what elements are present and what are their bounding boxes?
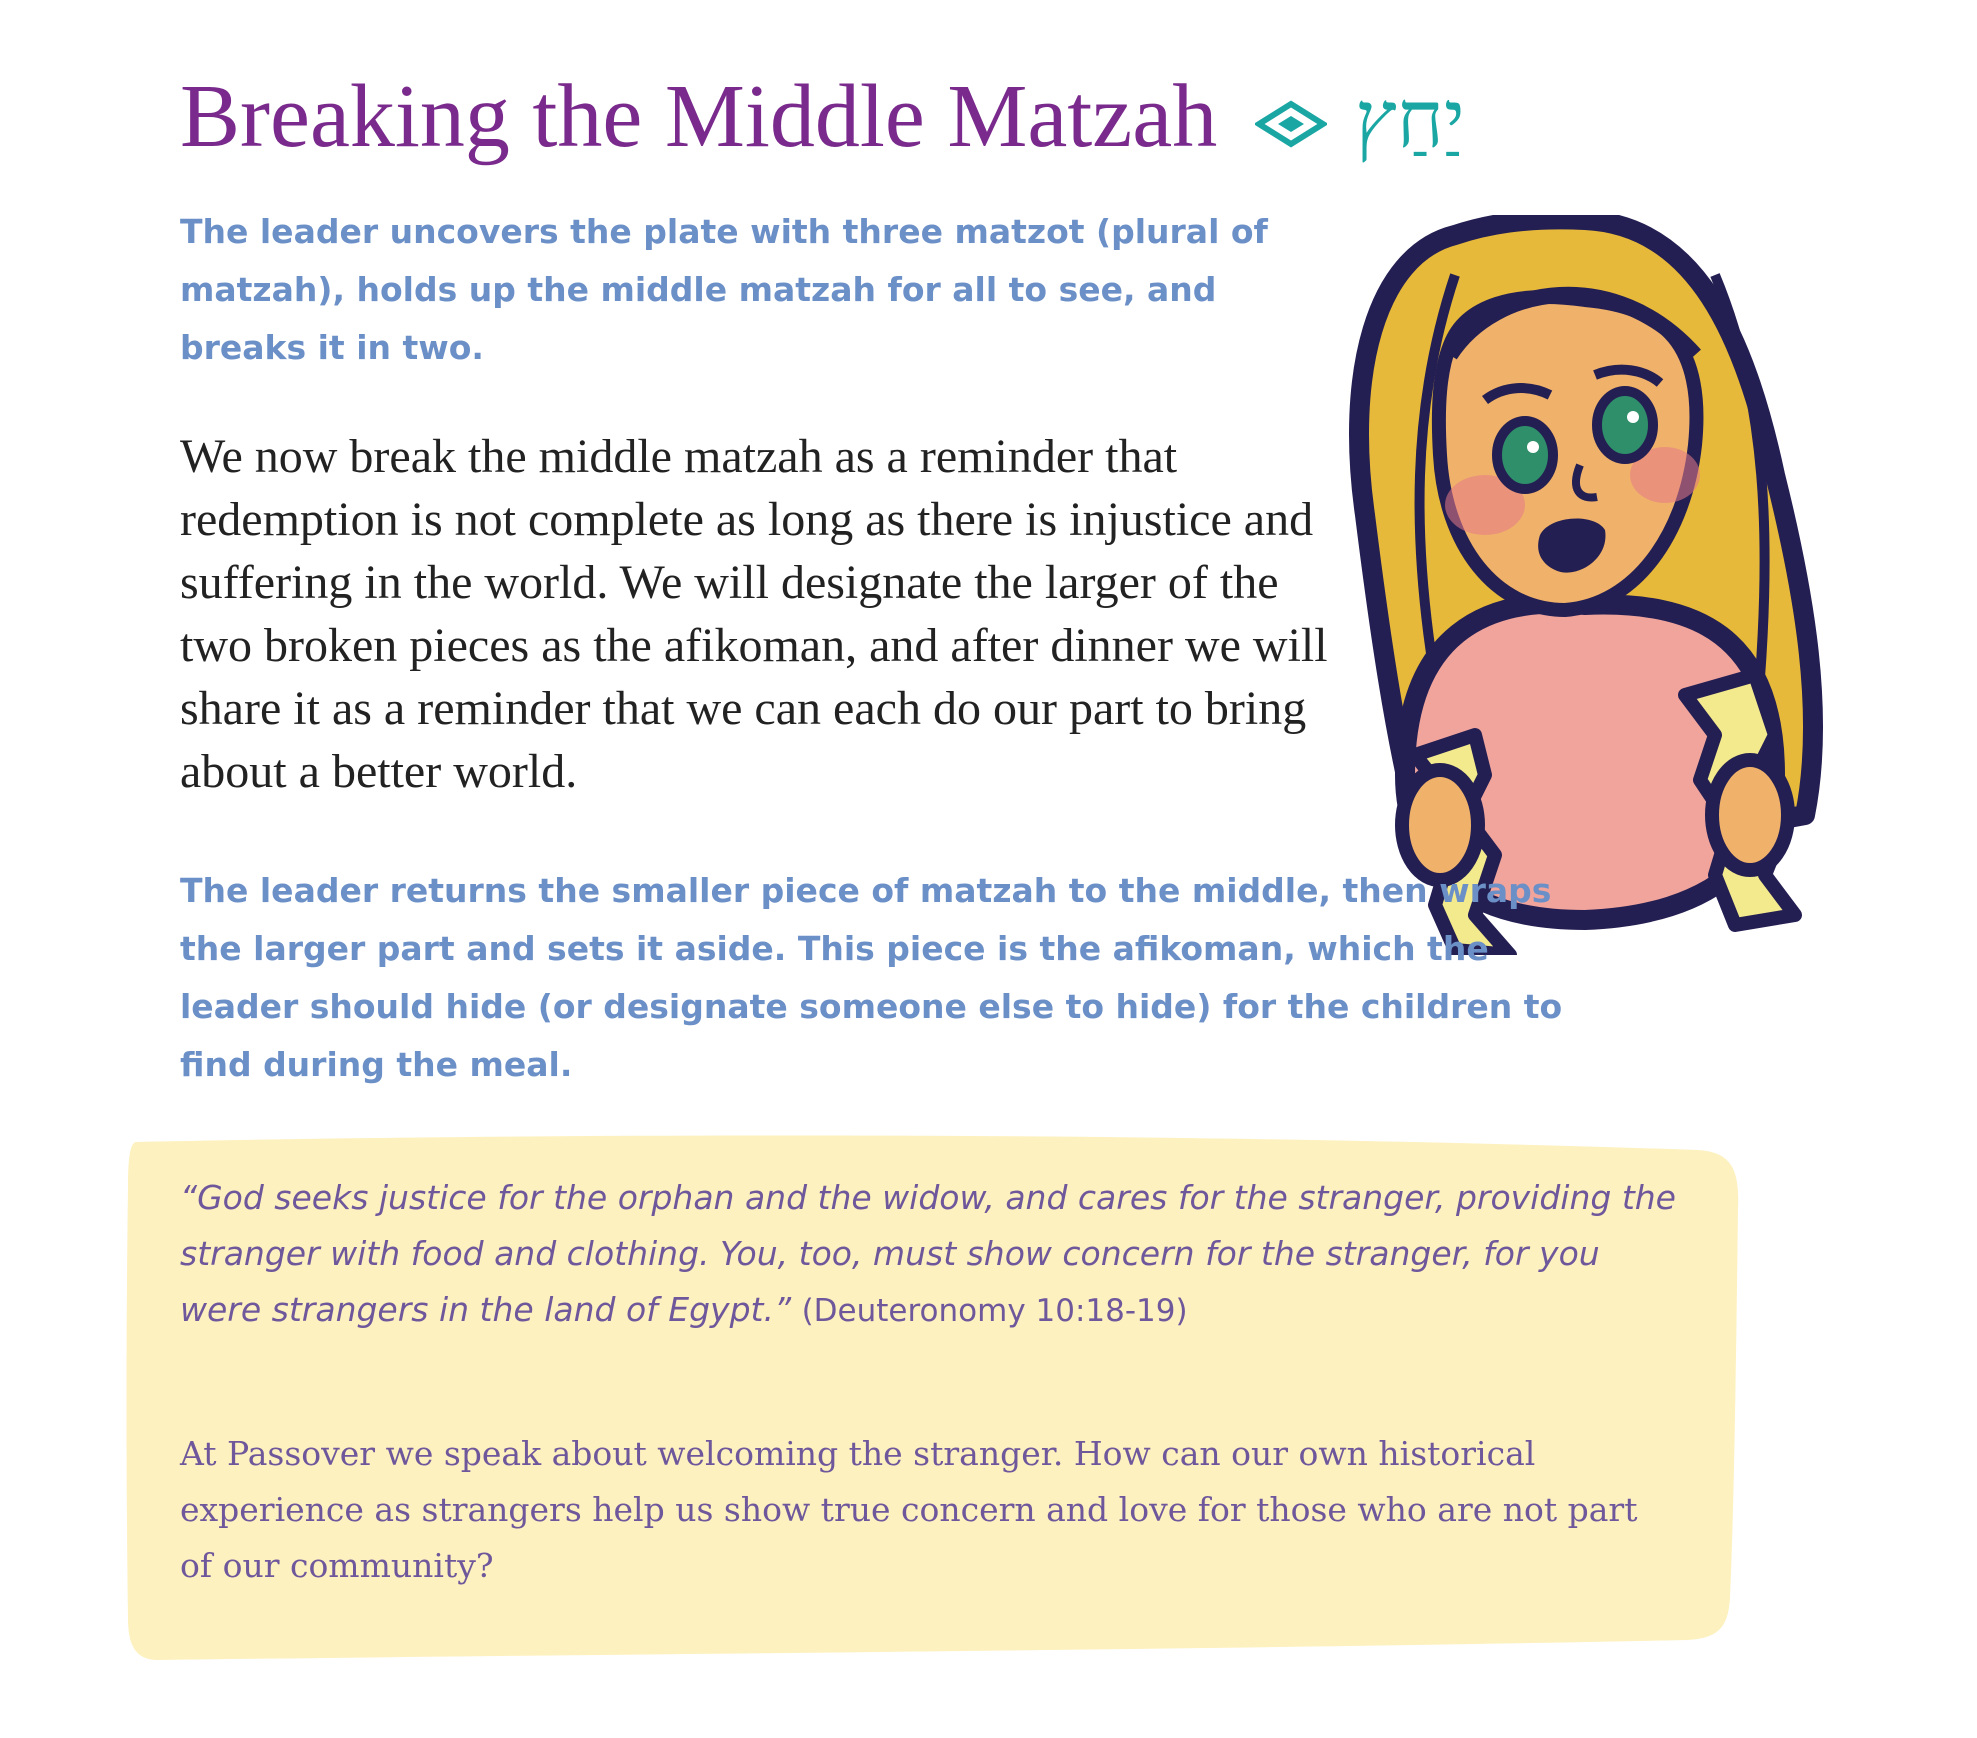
page-title: Breaking the Middle Matzah (180, 67, 1218, 166)
reading-paragraph: We now break the middle matzah as a reminder that redemption is not complete as long as there is injustice and suffering in the world. We will designate the larger of the two broken pieces as the afikoman, and after dinner we will share it as a reminder that we can each do our part to bring about a better world. (180, 430, 1328, 798)
diamond-ornament-icon (1255, 100, 1327, 148)
scripture-quote (180, 1170, 1680, 1339)
girl-holding-matzah-illustration (1335, 215, 1835, 955)
reflection-question: At Passover we speak about welcoming the stranger. How can our own historical experience as strangers help us show true concern and love for those who are not part of our community? (180, 1434, 1638, 1585)
quote-text: “God seeks justice for the orphan and the widow, and cares for the stranger, providing the stranger with food and clothing. You, too, must show concern for the stranger, for you were strangers in the land of Egypt.” (180, 1178, 1676, 1329)
instruction-uncover: The leader uncovers the plate with three matzot (plural of matzah), holds up the middle matzah for all to see, and breaks it in two. (180, 212, 1268, 367)
quote-citation: (Deuteronomy 10:18-19) (801, 1293, 1188, 1329)
instruction-afikoman: The leader returns the smaller piece of matzah to the middle, then wraps the larger part and sets it aside. This piece is the afikoman, which the leader should hide (or designate someone else to hide) for the children to find during the meal. (180, 871, 1563, 1084)
hebrew-title: יַחַץ (1355, 73, 1465, 166)
quote-box (118, 1128, 1746, 1660)
